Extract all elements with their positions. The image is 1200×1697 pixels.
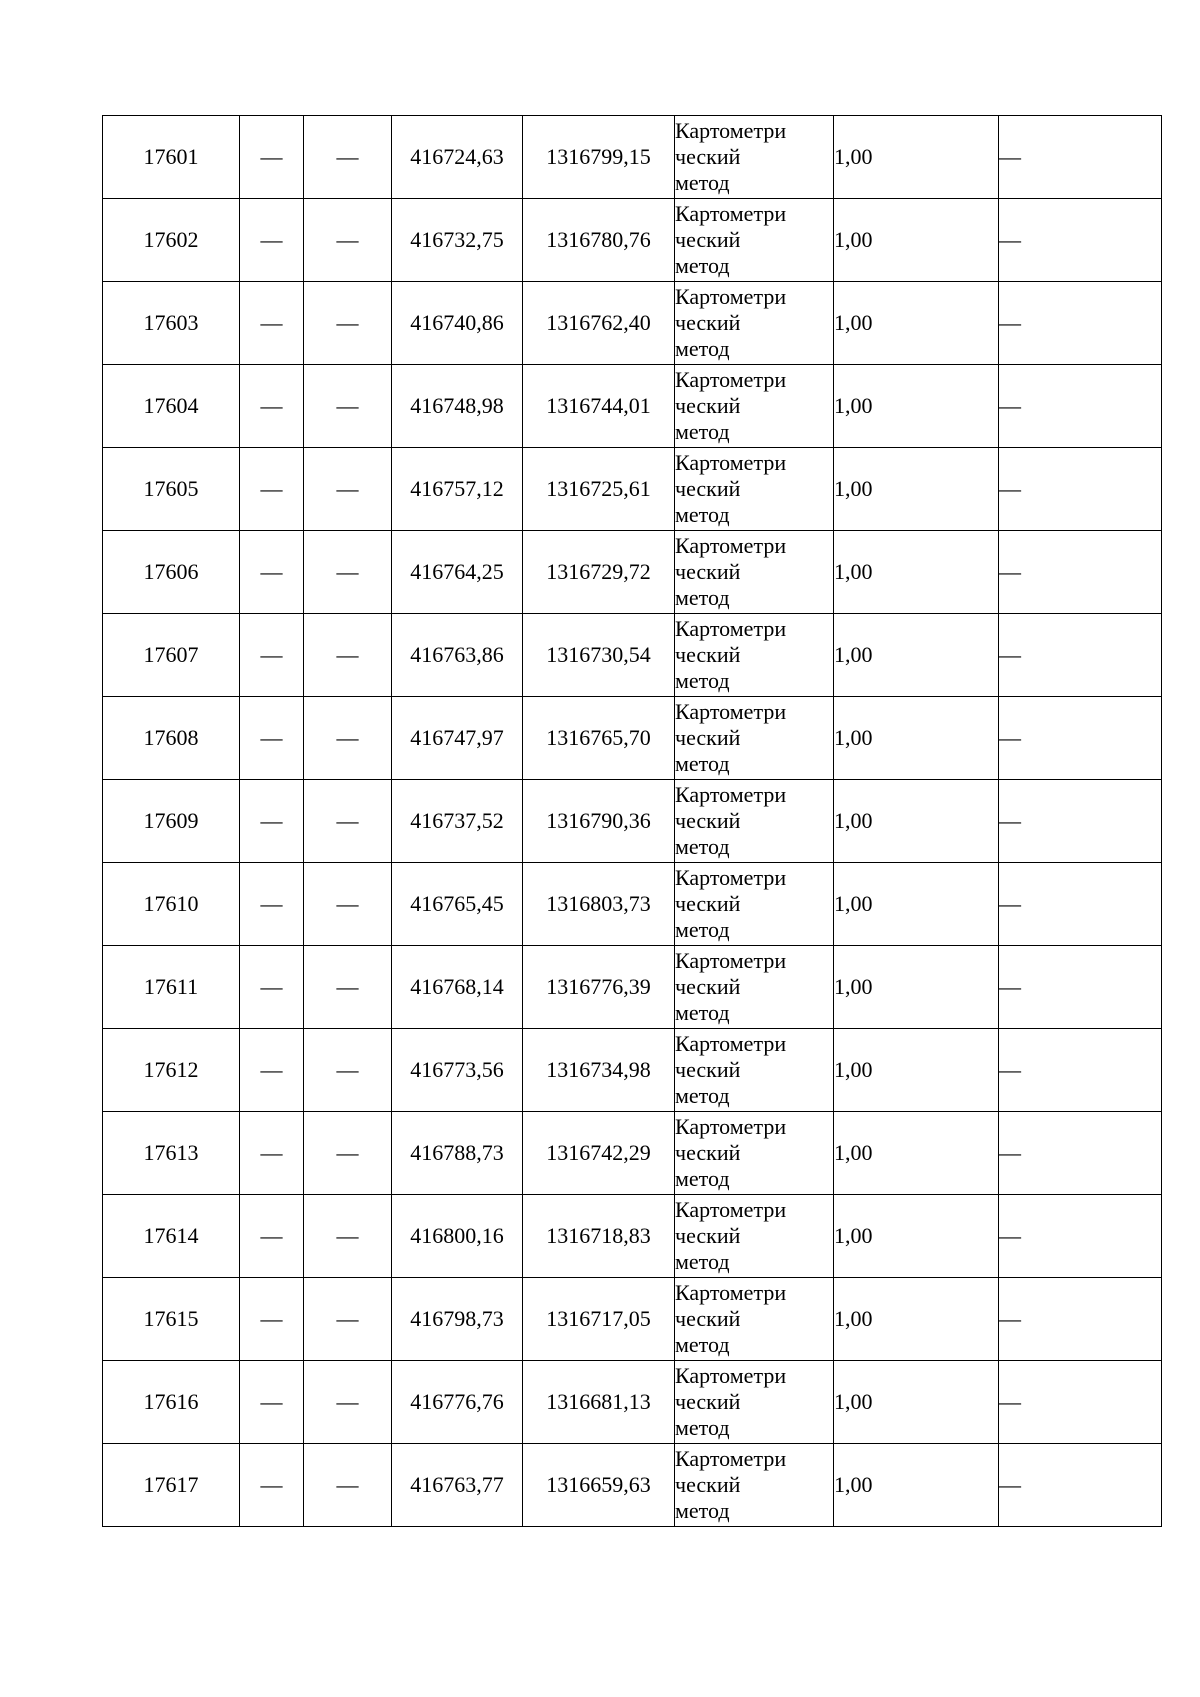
empty-dash-cell: — [304,1444,392,1527]
method-text-line: метод [675,502,730,527]
method-text-line: ческий [675,974,741,999]
y-coordinate-cell: 1316729,72 [523,531,675,614]
y-coordinate-cell: 1316742,29 [523,1112,675,1195]
accuracy-cell: 1,00 [834,448,999,531]
empty-dash-cell: — [240,697,304,780]
empty-dash-cell: — [999,1029,1162,1112]
method-text-line: Картометри [675,533,787,558]
empty-dash-cell: — [304,531,392,614]
method-cell [675,697,834,780]
empty-dash-cell: — [240,116,304,199]
method-text-line: метод [675,751,730,776]
method-cell [675,1444,834,1527]
empty-dash-cell: — [240,946,304,1029]
method-text-line: метод [675,1332,730,1357]
method-cell [675,365,834,448]
method-text-line: метод [675,1166,730,1191]
method-text-line: ческий [675,1057,741,1082]
point-number-cell: 17616 [103,1361,240,1444]
table-row [103,365,1162,448]
method-text-line: Картометри [675,201,787,226]
point-number-cell: 17605 [103,448,240,531]
method-text-line: метод [675,1249,730,1274]
x-coordinate-cell: 416737,52 [392,780,523,863]
empty-dash-cell: — [304,863,392,946]
method-cell [675,614,834,697]
table-row [103,1112,1162,1195]
accuracy-cell: 1,00 [834,1195,999,1278]
y-coordinate-cell: 1316659,63 [523,1444,675,1527]
table-row [103,116,1162,199]
empty-dash-cell: — [240,1444,304,1527]
empty-dash-cell: — [999,1444,1162,1527]
method-text-line: метод [675,668,730,693]
empty-dash-cell: — [999,448,1162,531]
accuracy-cell: 1,00 [834,1278,999,1361]
table-body [103,116,1162,1527]
method-text-line: Картометри [675,948,787,973]
accuracy-cell: 1,00 [834,1029,999,1112]
method-text-line: метод [675,1000,730,1025]
point-number-cell: 17608 [103,697,240,780]
method-text-line: Картометри [675,367,787,392]
empty-dash-cell: — [999,1112,1162,1195]
y-coordinate-cell: 1316780,76 [523,199,675,282]
y-coordinate-cell: 1316744,01 [523,365,675,448]
empty-dash-cell: — [240,282,304,365]
method-cell [675,116,834,199]
point-number-cell: 17617 [103,1444,240,1527]
method-text-line: Картометри [675,1031,787,1056]
accuracy-cell: 1,00 [834,1444,999,1527]
method-text-line: ческий [675,1389,741,1414]
method-text-line: Картометри [675,782,787,807]
empty-dash-cell: — [240,614,304,697]
point-number-cell: 17604 [103,365,240,448]
method-text-line: метод [675,253,730,278]
y-coordinate-cell: 1316681,13 [523,1361,675,1444]
table-row [103,282,1162,365]
method-text-line: Картометри [675,865,787,890]
method-text-line: метод [675,834,730,859]
method-text-line: Картометри [675,1280,787,1305]
method-text-line: метод [675,917,730,942]
table-row [103,199,1162,282]
empty-dash-cell: — [999,1195,1162,1278]
x-coordinate-cell: 416798,73 [392,1278,523,1361]
accuracy-cell: 1,00 [834,697,999,780]
method-text-line: Картометри [675,1114,787,1139]
empty-dash-cell: — [999,365,1162,448]
method-text-line: ческий [675,1140,741,1165]
point-number-cell: 17610 [103,863,240,946]
point-number-cell: 17614 [103,1195,240,1278]
method-text-line: Картометри [675,1446,787,1471]
empty-dash-cell: — [304,1278,392,1361]
method-text-line: Картометри [675,118,787,143]
empty-dash-cell: — [304,199,392,282]
point-number-cell: 17607 [103,614,240,697]
method-text-line: метод [675,585,730,610]
method-text-line: ческий [675,642,741,667]
method-text-line: ческий [675,1306,741,1331]
table-row [103,863,1162,946]
empty-dash-cell: — [999,531,1162,614]
accuracy-cell: 1,00 [834,1112,999,1195]
accuracy-cell: 1,00 [834,365,999,448]
y-coordinate-cell: 1316717,05 [523,1278,675,1361]
empty-dash-cell: — [240,531,304,614]
method-cell [675,863,834,946]
y-coordinate-cell: 1316799,15 [523,116,675,199]
table-row [103,1361,1162,1444]
accuracy-cell: 1,00 [834,946,999,1029]
empty-dash-cell: — [999,116,1162,199]
method-cell [675,1361,834,1444]
x-coordinate-cell: 416763,77 [392,1444,523,1527]
table-row [103,697,1162,780]
empty-dash-cell: — [240,365,304,448]
point-number-cell: 17602 [103,199,240,282]
method-cell [675,199,834,282]
x-coordinate-cell: 416788,73 [392,1112,523,1195]
empty-dash-cell: — [304,614,392,697]
x-coordinate-cell: 416757,12 [392,448,523,531]
empty-dash-cell: — [999,199,1162,282]
point-number-cell: 17601 [103,116,240,199]
point-number-cell: 17611 [103,946,240,1029]
table-row [103,448,1162,531]
x-coordinate-cell: 416732,75 [392,199,523,282]
empty-dash-cell: — [240,199,304,282]
point-number-cell: 17613 [103,1112,240,1195]
method-cell [675,1278,834,1361]
empty-dash-cell: — [304,946,392,1029]
empty-dash-cell: — [304,1361,392,1444]
empty-dash-cell: — [304,448,392,531]
x-coordinate-cell: 416768,14 [392,946,523,1029]
accuracy-cell: 1,00 [834,614,999,697]
method-text-line: метод [675,1083,730,1108]
point-number-cell: 17615 [103,1278,240,1361]
method-text-line: ческий [675,476,741,501]
x-coordinate-cell: 416748,98 [392,365,523,448]
x-coordinate-cell: 416724,63 [392,116,523,199]
accuracy-cell: 1,00 [834,531,999,614]
accuracy-cell: 1,00 [834,282,999,365]
method-cell [675,448,834,531]
empty-dash-cell: — [304,697,392,780]
method-text-line: Картометри [675,616,787,641]
method-text-line: метод [675,336,730,361]
empty-dash-cell: — [304,116,392,199]
empty-dash-cell: — [240,780,304,863]
method-cell [675,531,834,614]
empty-dash-cell: — [304,1195,392,1278]
y-coordinate-cell: 1316803,73 [523,863,675,946]
y-coordinate-cell: 1316718,83 [523,1195,675,1278]
method-cell [675,1112,834,1195]
y-coordinate-cell: 1316725,61 [523,448,675,531]
empty-dash-cell: — [999,1278,1162,1361]
method-text-line: Картометри [675,699,787,724]
method-text-line: ческий [675,393,741,418]
method-cell [675,946,834,1029]
coordinates-table [102,115,1162,1527]
x-coordinate-cell: 416740,86 [392,282,523,365]
accuracy-cell: 1,00 [834,780,999,863]
y-coordinate-cell: 1316765,70 [523,697,675,780]
accuracy-cell: 1,00 [834,199,999,282]
point-number-cell: 17606 [103,531,240,614]
point-number-cell: 17612 [103,1029,240,1112]
empty-dash-cell: — [240,1195,304,1278]
x-coordinate-cell: 416747,97 [392,697,523,780]
method-text-line: Картометри [675,1197,787,1222]
method-text-line: Картометри [675,450,787,475]
method-text-line: ческий [675,891,741,916]
y-coordinate-cell: 1316730,54 [523,614,675,697]
empty-dash-cell: — [304,365,392,448]
table-row [103,946,1162,1029]
method-cell [675,780,834,863]
x-coordinate-cell: 416776,76 [392,1361,523,1444]
empty-dash-cell: — [240,1029,304,1112]
empty-dash-cell: — [999,1361,1162,1444]
method-text-line: метод [675,1498,730,1523]
method-text-line: ческий [675,808,741,833]
empty-dash-cell: — [999,780,1162,863]
empty-dash-cell: — [240,1278,304,1361]
accuracy-cell: 1,00 [834,116,999,199]
empty-dash-cell: — [304,1112,392,1195]
table-row [103,1444,1162,1527]
empty-dash-cell: — [304,780,392,863]
x-coordinate-cell: 416765,45 [392,863,523,946]
y-coordinate-cell: 1316790,36 [523,780,675,863]
method-cell [675,282,834,365]
table-row [103,614,1162,697]
empty-dash-cell: — [304,282,392,365]
empty-dash-cell: — [999,863,1162,946]
empty-dash-cell: — [999,614,1162,697]
x-coordinate-cell: 416764,25 [392,531,523,614]
method-text-line: ческий [675,1223,741,1248]
point-number-cell: 17603 [103,282,240,365]
x-coordinate-cell: 416773,56 [392,1029,523,1112]
method-text-line: ческий [675,1472,741,1497]
y-coordinate-cell: 1316776,39 [523,946,675,1029]
y-coordinate-cell: 1316734,98 [523,1029,675,1112]
accuracy-cell: 1,00 [834,1361,999,1444]
empty-dash-cell: — [240,1112,304,1195]
empty-dash-cell: — [999,282,1162,365]
point-number-cell: 17609 [103,780,240,863]
method-text-line: Картометри [675,284,787,309]
empty-dash-cell: — [304,1029,392,1112]
method-text-line: метод [675,419,730,444]
method-text-line: ческий [675,227,741,252]
method-text-line: ческий [675,144,741,169]
table-row [103,1278,1162,1361]
table-row [103,780,1162,863]
empty-dash-cell: — [240,448,304,531]
method-text-line: метод [675,1415,730,1440]
empty-dash-cell: — [240,1361,304,1444]
method-cell [675,1029,834,1112]
y-coordinate-cell: 1316762,40 [523,282,675,365]
method-text-line: метод [675,170,730,195]
table-row [103,1195,1162,1278]
table-row [103,531,1162,614]
x-coordinate-cell: 416763,86 [392,614,523,697]
method-text-line: ческий [675,310,741,335]
method-text-line: ческий [675,559,741,584]
accuracy-cell: 1,00 [834,863,999,946]
table-row [103,1029,1162,1112]
empty-dash-cell: — [999,946,1162,1029]
x-coordinate-cell: 416800,16 [392,1195,523,1278]
empty-dash-cell: — [999,697,1162,780]
method-text-line: Картометри [675,1363,787,1388]
method-cell [675,1195,834,1278]
method-text-line: ческий [675,725,741,750]
empty-dash-cell: — [240,863,304,946]
